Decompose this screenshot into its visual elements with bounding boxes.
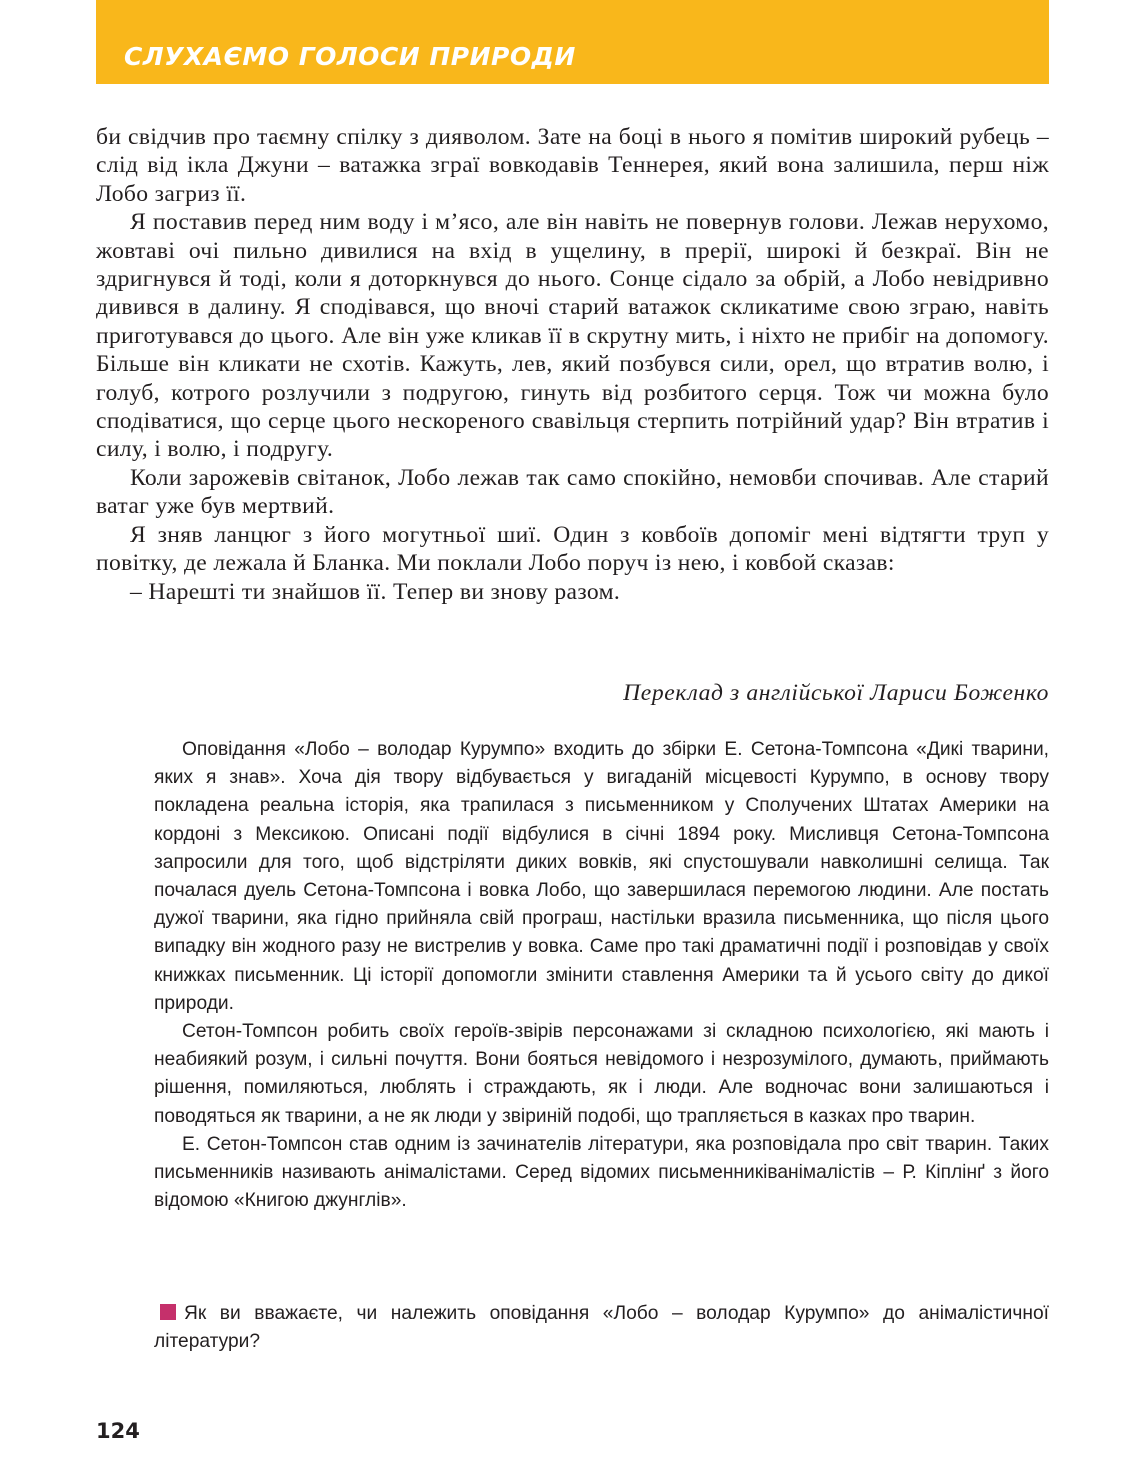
story-paragraph: Коли зарожевів світанок, Лобо лежав так само спокійно, немовби спочивав. Але старий ватаг уже був мертвий. bbox=[96, 464, 1049, 520]
discussion-question bbox=[154, 1300, 1049, 1356]
story-dialogue-line: – Нарешті ти знайшов її. Тепер ви знову разом. bbox=[130, 578, 621, 605]
question-text: Як ви вважаєте, чи належить оповідання «Лобо – володар Курумпо» до анімалістичної літератури? bbox=[154, 1303, 1049, 1353]
page-number: 124 bbox=[96, 1419, 140, 1443]
commentary-paragraph: Сетон-Томпсон робить своїх героїв-звірів персонажами зі складною психологією, які мають і неабиякий розум, і сильні почуття. Вони бояться невідомого і незрозумілого, думають, приймають рішення, помиляються, люблять і страждають, як і люди. Але водночас вони залишаються і поводяться як тварини, а не як люди у звіриній подобі, що трапляється в казках про тварин. bbox=[154, 1021, 1049, 1127]
story-paragraph: би свідчив про таємну спілку з дияволом. Зате на боці в нього я помітив широкий рубець – слід від ікла Джуни – ватажка зграї вовкодавів Теннерея, який вона залишила, перш ніж Лобо загриз її. bbox=[96, 124, 1049, 207]
commentary-paragraph: Оповідання «Лобо – володар Курумпо» входить до збірки Е. Сетона-Томпсона «Дикі тварини, яких я знав». Хоча дія твору відбувається у вигаданій місцевості Курумпо, в основу твору покладена реальна історія, яка трапилася з письменником у Сполучених Штатах Америки на кордоні з Мексикою. Описані події відбулися в січні 1894 року. Мисливця Сетона-Томпсона запросили для того, щоб відстріляти диких вовків, які спустошували навколишні селища. Так почалася дуель Сетона-Томпсона і вовка Лобо, що завершилася перемогою людини. Але постать дужої тварини, яка гідно прийняла свій програш, настільки вразила письменника, що після цього випадку він жодного разу не вистрелив у вовка. Саме про такі драматичні події і розповідав у своїх книжках письменник. Ці історії допомогли змінити ставлення Америки та й усього світу до дикої природи. bbox=[154, 739, 1049, 1014]
commentary-paragraph: Е. Сетон-Томпсон став одним із зачинателів літератури, яка розповідала про світ тварин. Таких письменників називають анімалістами. Серед відомих письменниківанімалістів – Р. Кіплінґ з його відомою «Книгою джунглів». bbox=[154, 1133, 1049, 1212]
commentary-text bbox=[154, 736, 1049, 1215]
story-paragraph: Я зняв ланцюг з його могутньої шиї. Один з ковбоїв допоміг мені відтягти труп у повітку, де лежала й Бланка. Ми поклали Лобо поруч із нею, і ковбой сказав: bbox=[96, 521, 1049, 577]
section-banner bbox=[96, 0, 1049, 84]
square-bullet-icon bbox=[160, 1304, 176, 1320]
story-paragraph: Я поставив перед ним воду і м’ясо, але він навіть не повернув голови. Лежав нерухомо, жовтаві очі пильно дивилися на вхід в ущелину, в прерії, широкі й безкраї. Він не здригнувся й тоді, коли я доторкнувся до нього. Сонце сідало за обрій, а Лобо невідривно дивився в далину. Я сподівався, що вночі старий ватажок скликатиме свою зграю, навіть приготувався до цього. Але він уже кликав її в скрутну мить, і ніхто не прибіг на допомогу. Більше він кликати не схотів. Кажуть, лев, який позбувся сили, орел, що втратив волю, і голуб, котрого розлучили з подругою, гинуть від розбитого серця. Тож чи можна було сподіватися, що серце цього нескореного свавільця стерпить потрійний удар? Він втратив і силу, і волю, і подругу. bbox=[96, 209, 1049, 463]
story-text bbox=[96, 123, 1049, 606]
translation-credit: Переклад з англійської Лариси Боженко bbox=[623, 680, 1049, 706]
section-title: СЛУХАЄМО ГОЛОСИ ПРИРОДИ bbox=[124, 42, 576, 71]
